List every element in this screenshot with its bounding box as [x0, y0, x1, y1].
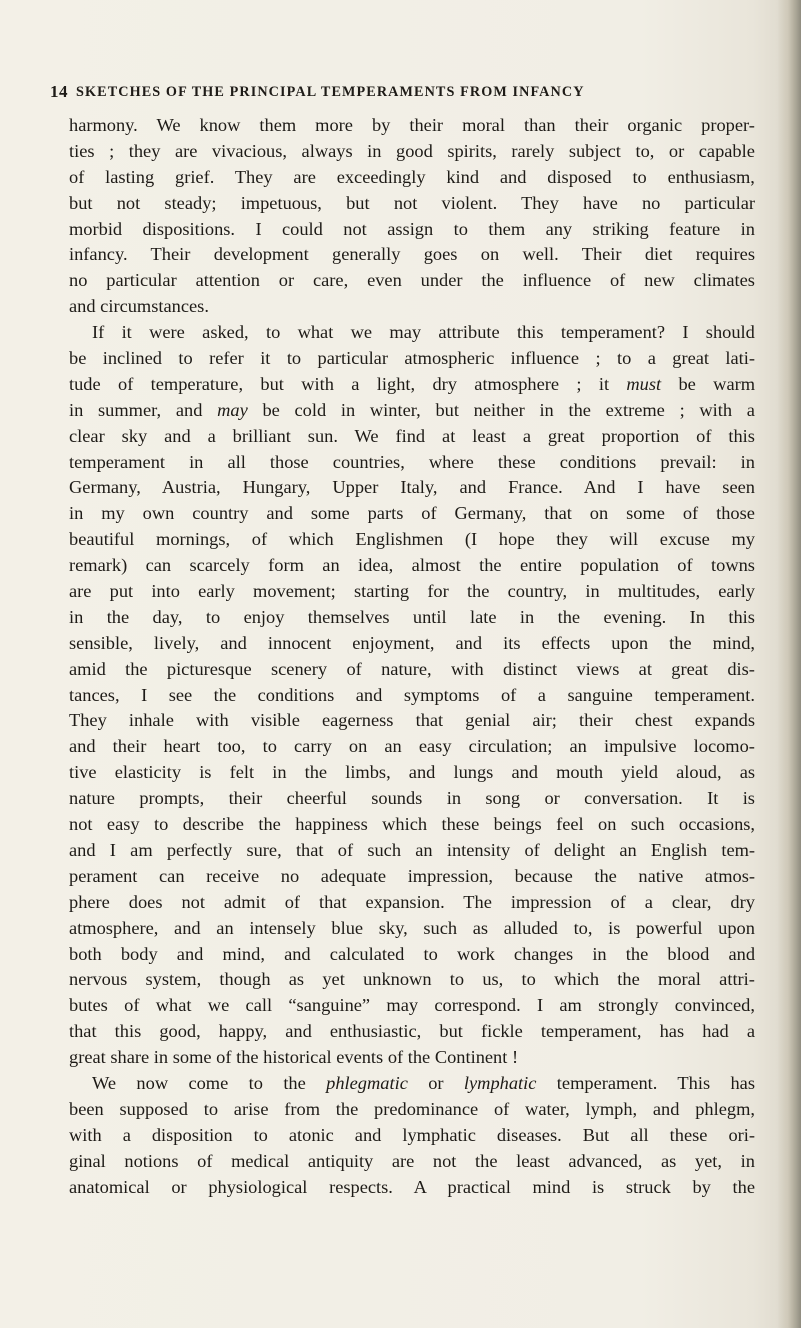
text-line: tances, I see the conditions and symptoms of a sanguine temperament.	[69, 684, 755, 705]
text-line: of lasting grief. They are exceedingly kind and disposed to enthusiasm,	[69, 166, 755, 187]
text-line: remark) can scarcely form an idea, almost the entire population of towns	[69, 555, 755, 576]
text-line: no particular attention or care, even under the influence of new climates	[69, 270, 755, 291]
text-line: been supposed to arise from the predominance of water, lymph, and phlegm,	[69, 1098, 755, 1119]
text-line: nature prompts, their cheerful sounds in song or conversation. It is	[69, 788, 755, 809]
text-line: perament can receive no adequate impression, because the native atmos-	[69, 865, 755, 886]
text-line: and I am perfectly sure, that of such an intensity of delight an English tem-	[69, 839, 755, 860]
text-line: are put into early movement; starting for the country, in multitudes, early	[69, 581, 755, 602]
text-line: infancy. Their development generally goes on well. Their diet requires	[69, 244, 755, 265]
text-line: Germany, Austria, Hungary, Upper Italy, and France. And I have seen	[69, 477, 755, 498]
text-line: harmony. We know them more by their moral than their organic proper-	[69, 115, 755, 135]
body-text	[69, 113, 755, 1200]
text-line: in my own country and some parts of Germany, that on some of those	[69, 503, 755, 524]
text-line: morbid dispositions. I could not assign to them any striking feature in	[69, 218, 755, 239]
text-line: that this good, happy, and enthusiastic, but fickle temperament, has had a	[69, 1021, 755, 1042]
text-line: but not steady; impetuous, but not violent. They have no particular	[69, 192, 755, 213]
text-line: amid the picturesque scenery of nature, with distinct views at great dis-	[69, 658, 755, 679]
text-line: nervous system, though as yet unknown to us, to which the moral attri-	[69, 969, 755, 990]
text-line: If it were asked, to what we may attribute this temperament? I should	[92, 322, 755, 343]
text-line: great share in some of the historical events of the Continent !	[69, 1047, 519, 1068]
text-line: with a disposition to atonic and lymphatic diseases. But all these ori-	[69, 1124, 755, 1145]
running-title: SKETCHES OF THE PRINCIPAL TEMPERAMENTS FROM INFANCY	[76, 84, 585, 100]
text-line: anatomical or physiological respects. A practical mind is struck by the	[69, 1176, 755, 1197]
text-line: in the day, to enjoy themselves until late in the evening. In this	[69, 606, 755, 627]
text-line: sensible, lively, and innocent enjoyment, and its effects upon the mind,	[69, 632, 755, 653]
text-line: ties ; they are vivacious, always in good spirits, rarely subject to, or capable	[69, 140, 755, 161]
text-line: butes of what we call “sanguine” may correspond. I am strongly convinced,	[69, 995, 755, 1016]
text-line: and circumstances.	[69, 296, 209, 317]
binding-edge	[777, 0, 801, 1328]
text-line: They inhale with visible eagerness that genial air; their chest expands	[69, 710, 755, 731]
text-line: temperament in all those countries, where these conditions prevail: in	[69, 451, 755, 472]
text-line: We now come to the phlegmatic or lymphatic temperament. This has	[92, 1072, 755, 1093]
text-line: in summer, and may be cold in winter, but neither in the extreme ; with a	[69, 399, 755, 420]
text-line: tude of temperature, but with a light, dry atmosphere ; it must be warm	[69, 373, 755, 394]
text-line: be inclined to refer it to particular atmospheric influence ; to a great lati-	[69, 348, 755, 369]
text-line: and their heart too, to carry on an easy circulation; an impulsive locomo-	[69, 736, 755, 757]
page-number: 14	[50, 82, 68, 101]
text-line: ginal notions of medical antiquity are not the least advanced, as yet, in	[69, 1150, 755, 1171]
text-line: both body and mind, and calculated to work changes in the blood and	[69, 943, 755, 964]
text-line: atmosphere, and an intensely blue sky, such as alluded to, is powerful upon	[69, 917, 755, 938]
text-line: tive elasticity is felt in the limbs, and lungs and mouth yield aloud, as	[69, 762, 755, 783]
text-line: beautiful mornings, of which Englishmen (I hope they will excuse my	[69, 529, 755, 550]
running-head	[50, 82, 752, 104]
text-line: phere does not admit of that expansion. The impression of a clear, dry	[69, 891, 755, 912]
text-line: clear sky and a brilliant sun. We find at least a great proportion of this	[69, 425, 755, 446]
text-line: not easy to describe the happiness which these beings feel on such occasions,	[69, 814, 755, 835]
